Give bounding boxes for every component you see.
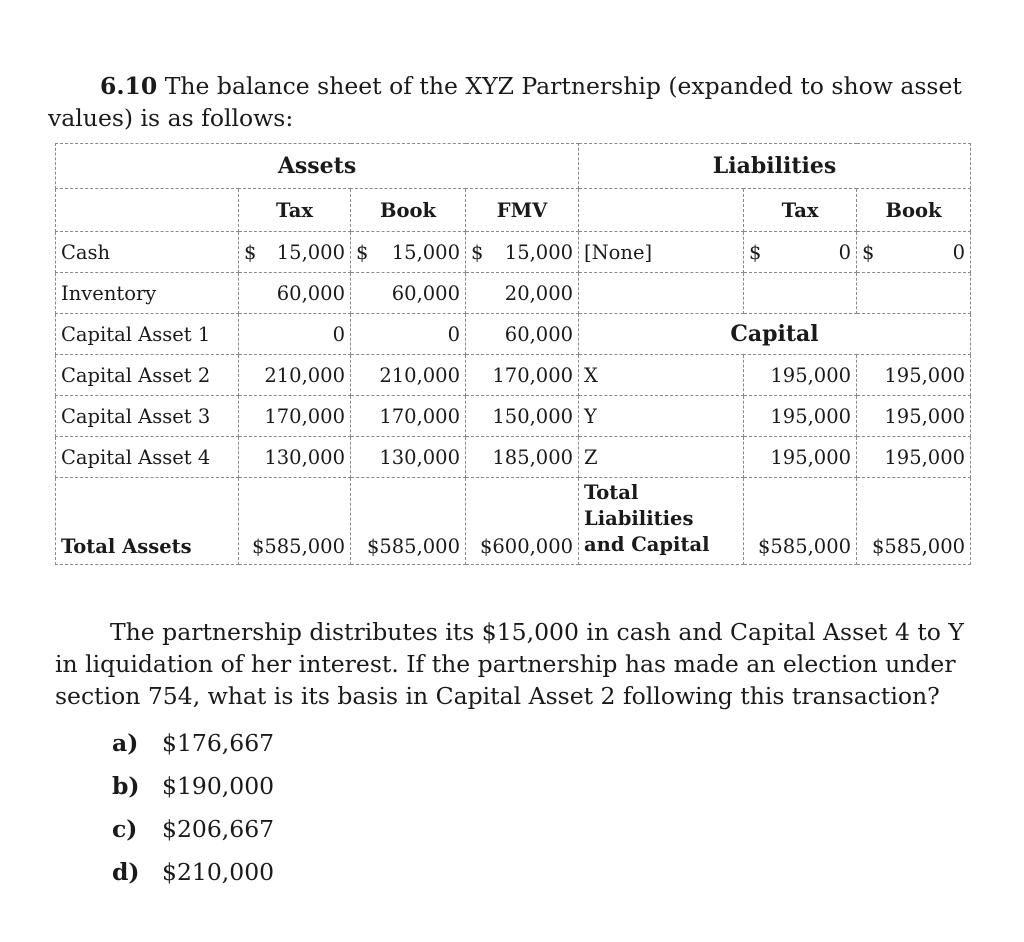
- asset-tax: 0: [239, 314, 351, 355]
- liabilities-header: Liabilities: [579, 144, 971, 189]
- total-liab-tax: $585,000: [744, 478, 857, 565]
- asset-name: Cash: [56, 232, 239, 273]
- table-row: [56, 232, 971, 273]
- asset-name: Capital Asset 4: [56, 437, 239, 478]
- col-fmv: FMV: [466, 189, 579, 232]
- problem-intro-text: The balance sheet of the XYZ Partnership (expanded to show asset values) is as follows:: [48, 72, 962, 132]
- balance-sheet-table: [55, 143, 971, 565]
- col-liab-tax: Tax: [744, 189, 857, 232]
- partner-name: X: [579, 355, 744, 396]
- asset-book: 15,000: [391, 240, 460, 264]
- asset-name: Inventory: [56, 273, 239, 314]
- col-tax: Tax: [239, 189, 351, 232]
- asset-tax: 170,000: [239, 396, 351, 437]
- asset-tax: 210,000: [239, 355, 351, 396]
- currency-symbol: $: [356, 240, 369, 264]
- total-liabilities-label: Total Liabilities and Capital: [579, 478, 744, 565]
- answer-choices: [112, 729, 274, 901]
- table-row: [56, 396, 971, 437]
- partner-book: 195,000: [857, 396, 971, 437]
- partner-name: Z: [579, 437, 744, 478]
- asset-name: Capital Asset 3: [56, 396, 239, 437]
- total-liab-book: $585,000: [857, 478, 971, 565]
- currency-symbol: $: [862, 240, 875, 264]
- asset-book: 60,000: [351, 273, 466, 314]
- partner-tax: 195,000: [744, 437, 857, 478]
- total-assets-book: $585,000: [351, 478, 466, 565]
- choice-b: b) $190,000: [112, 772, 275, 800]
- liability-book: 0: [952, 240, 966, 264]
- problem-number: 6.10: [100, 72, 158, 100]
- total-assets-fmv: $600,000: [466, 478, 579, 565]
- asset-fmv: 20,000: [466, 273, 579, 314]
- asset-name: Capital Asset 1: [56, 314, 239, 355]
- asset-book: 130,000: [351, 437, 466, 478]
- asset-tax: 60,000: [239, 273, 351, 314]
- choice-d: d) $210,000: [112, 858, 275, 886]
- col-liab-book: Book: [857, 189, 971, 232]
- question-text: The partnership distributes its $15,000 in cash and Capital Asset 4 to Y in liquidation of her interest. If the partnership has made an election under section 754, what is its basis in Capital Asset 2 following this transaction?: [55, 618, 964, 710]
- asset-tax: 130,000: [239, 437, 351, 478]
- currency-symbol: $: [244, 240, 257, 264]
- asset-book: 170,000: [351, 396, 466, 437]
- asset-tax: 15,000: [276, 240, 345, 264]
- assets-header: Assets: [56, 144, 579, 189]
- asset-name: Capital Asset 2: [56, 355, 239, 396]
- partner-book: 195,000: [857, 355, 971, 396]
- table-row: [56, 437, 971, 478]
- asset-fmv: 60,000: [466, 314, 579, 355]
- asset-fmv: 15,000: [504, 240, 574, 264]
- choice-a: a) $176,667: [112, 729, 275, 757]
- liability-tax: 0: [838, 240, 852, 264]
- problem-intro: [48, 70, 978, 134]
- asset-fmv: 150,000: [466, 396, 579, 437]
- partner-tax: 195,000: [744, 396, 857, 437]
- partner-name: Y: [579, 396, 744, 437]
- asset-book: 0: [351, 314, 466, 355]
- table-row: [56, 273, 971, 314]
- currency-symbol: $: [749, 240, 762, 264]
- asset-fmv: 185,000: [466, 437, 579, 478]
- asset-book: 210,000: [351, 355, 466, 396]
- total-assets-label: Total Assets: [56, 478, 239, 565]
- table-row: [56, 314, 971, 355]
- totals-row: [56, 478, 971, 565]
- table-row: [56, 355, 971, 396]
- currency-symbol: $: [471, 240, 484, 264]
- capital-header: Capital: [579, 314, 971, 355]
- total-assets-tax: $585,000: [239, 478, 351, 565]
- col-book: Book: [351, 189, 466, 232]
- liability-name: [None]: [579, 232, 744, 273]
- asset-fmv: 170,000: [466, 355, 579, 396]
- column-header-row: [56, 189, 971, 232]
- choice-c: c) $206,667: [112, 815, 275, 843]
- partner-tax: 195,000: [744, 355, 857, 396]
- table-header-row: [56, 144, 971, 189]
- partner-book: 195,000: [857, 437, 971, 478]
